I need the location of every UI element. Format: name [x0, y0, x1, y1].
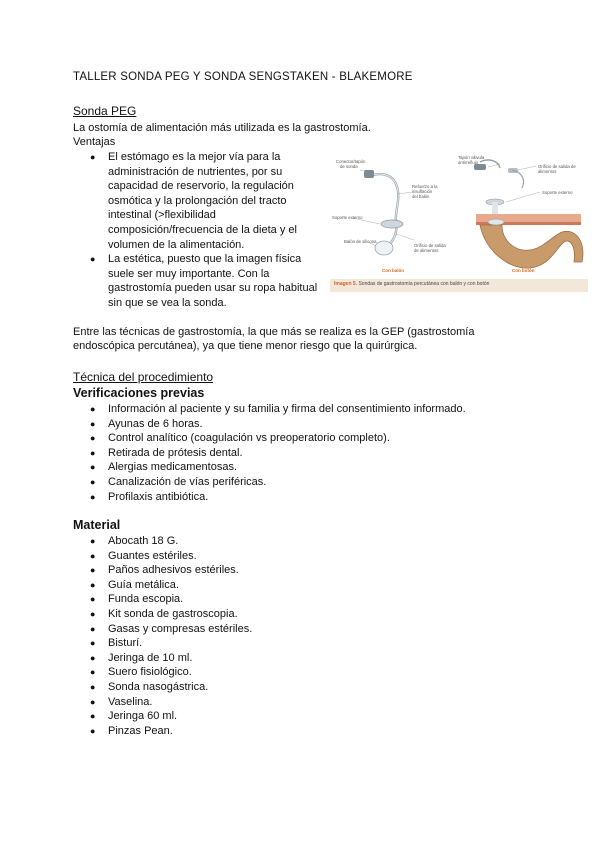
figure-caption: Imagen 5. Sondas de gastrostomía percutánea con balón y con botón	[334, 281, 490, 287]
bullet-icon: ●	[90, 594, 96, 605]
bullet-icon: ●	[90, 725, 96, 736]
section-heading-sonda-peg: Sonda PEG	[73, 104, 137, 118]
figure-label-refuerzo: Refuerzo a la insuflación del balón	[412, 184, 438, 199]
list-item: ● Jeringa de 10 ml.	[90, 651, 193, 664]
list-item: ● Bisturí.	[90, 637, 143, 650]
figure-label-soporte-externo-right: Soporte externo	[542, 190, 573, 195]
figure-label-balon: Balón de silicona	[344, 239, 377, 244]
bullet-icon: ●	[90, 681, 96, 692]
list-item: ● Profilaxis antibiótica.	[90, 490, 209, 503]
bullet-icon: ●	[90, 404, 96, 414]
heading-verificaciones: Verificaciones previas	[73, 386, 205, 400]
bullet-icon: ●	[90, 667, 96, 678]
section-heading-tecnica: Técnica del procedimiento	[73, 370, 214, 384]
material-list	[90, 534, 408, 738]
list-item: ● Suero fisiológico.	[90, 666, 192, 679]
bullet-icon: ●	[90, 550, 96, 561]
bullet-icon: ●	[90, 476, 96, 487]
list-item: ● Control analítico (coagulación vs preoperatorio completo).	[90, 432, 390, 445]
figure-label-conector: Conector/tapón de sonda	[336, 159, 366, 169]
list-item: ● Guía metálica.	[90, 578, 179, 591]
figure-label-orificio-left: Orificio de salida de alimentos	[414, 243, 446, 253]
bullet-icon: ●	[90, 491, 96, 502]
list-item: ● Abocath 18 G.	[90, 535, 179, 547]
bullet-icon: ●	[90, 652, 96, 663]
heading-material: Material	[73, 518, 121, 532]
document-title: TALLER SONDA PEG Y SONDA SENGSTAKEN - BLAKEMORE	[73, 71, 413, 83]
list-item: ● Guantes estériles.	[90, 549, 197, 562]
bullet-icon: ●	[90, 433, 96, 444]
list-item: ● El estómago es la mejor vía para la administración de nutrientes, por su capacidad de reservorio, la regulación osmótica y la prolongación del tracto intestinal (>flexibilidad composición/frecuencia de la dieta y el volumen de la alimentación.	[90, 151, 297, 251]
bullet-icon: ●	[90, 152, 96, 162]
bullet-icon: ●	[90, 254, 96, 265]
bullet-icon: ●	[90, 462, 96, 473]
bullet-icon: ●	[90, 418, 96, 429]
gep-paragraph: Entre las técnicas de gastrostomía, la que más se realiza es la GEP (gastrostomía endoscópica percutánea), ya que tiene menor riesgo que la quirúrgica.	[73, 326, 475, 352]
list-item: ● Sonda nasogástrica.	[90, 680, 209, 693]
list-item: ● Canalización de vías periféricas.	[90, 475, 267, 488]
list-item: ● Jeringa 60 ml.	[90, 710, 178, 723]
list-item: ● Funda escopia.	[90, 593, 184, 606]
figure-label-soporte-externo-left: Soporte externo	[332, 215, 363, 220]
bullet-icon: ●	[90, 696, 96, 707]
list-item: ● Alergias medicamentosas.	[90, 461, 238, 474]
list-item: ● Información al paciente y su familia y firma del consentimiento informado.	[90, 403, 466, 415]
bullet-icon: ●	[90, 711, 96, 722]
figure-label-con-boton: Con botón	[512, 268, 535, 273]
list-item: ● Kit sonda de gastroscopia.	[90, 607, 238, 620]
ventajas-label: Ventajas	[73, 136, 116, 148]
bullet-icon: ●	[90, 638, 96, 649]
bullet-icon: ●	[90, 623, 96, 634]
figure-label-orificio-right: Orificio de salida de alimentos	[538, 164, 576, 174]
bullet-icon: ●	[90, 447, 96, 458]
verificaciones-list	[90, 402, 528, 504]
list-item: ● La estética, puesto que la imagen física suele ser muy importante. Con la gastrostomía pueden usar su ropa habitual sin que se vea la sonda.	[90, 253, 318, 309]
bullet-icon: ●	[90, 536, 96, 546]
figure-label-tapon-valvula: Tapón válvula antirreflujo	[458, 155, 485, 165]
gastrostomy-tubes-figure	[330, 150, 588, 292]
list-item: ● Gasas y compresas estériles.	[90, 622, 253, 635]
list-item: ● Paños adhesivos estériles.	[90, 564, 239, 577]
bullet-icon: ●	[90, 565, 96, 576]
intro-text: La ostomía de alimentación más utilizada es la gastrostomía.	[73, 122, 371, 134]
list-item: ● Pinzas Pean.	[90, 724, 173, 737]
ventajas-list	[90, 150, 323, 311]
list-item: ● Retirada de prótesis dental.	[90, 446, 243, 459]
list-item: ● Ayunas de 6 horas.	[90, 417, 203, 430]
bullet-icon: ●	[90, 608, 96, 619]
bullet-icon: ●	[90, 579, 96, 590]
figure-label-con-balon: Con balón	[382, 268, 404, 273]
list-item: ● Vaselina.	[90, 695, 153, 708]
